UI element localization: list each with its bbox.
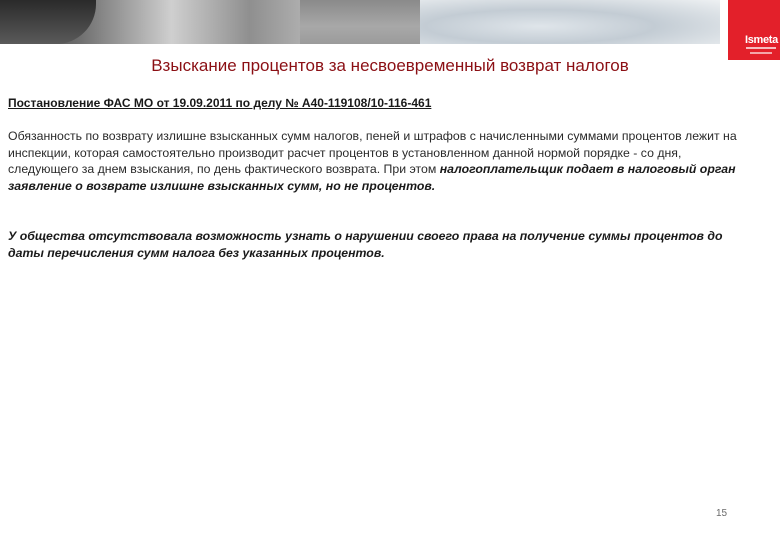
body-paragraph-1: [8, 128, 748, 194]
body-paragraph-2: У общества отсутствовала возможность узнать о нарушении своего права на получение суммы процентов до даты перечисления сумм налога без указанных процентов.: [8, 229, 723, 260]
banner-photo-left: [0, 0, 96, 44]
banner-photo-middle: [300, 0, 440, 44]
header-banner-photo: [0, 0, 780, 44]
slide-title: Взыскание процентов за несвоевременный возврат налогов: [151, 56, 629, 75]
body-paragraph-1-emphasis: налогоплательщик подает в налоговый орган заявление о возврате излишне взысканных сумм, но не процентов.: [8, 162, 736, 193]
page-number: 15: [716, 508, 728, 519]
logo-text: Ismeta: [744, 34, 778, 46]
banner-photo-right: [420, 0, 720, 44]
logo-tagline-line: [750, 52, 772, 54]
company-logo: [728, 0, 780, 60]
ruling-reference: Постановление ФАС МО от 19.09.2011 по делу № А40-119108/10-116-461: [8, 96, 432, 110]
logo-tagline-line: [746, 47, 776, 49]
body-paragraph-1-text: Обязанность по возврату излишне взысканных сумм налогов, пеней и штрафов с начисленными суммами процентов лежит на инспекции, которая самостоятельно производит расчет процентов в установленном данной нормой порядке - со дня, следующего за днем взыскания, по день фактического возврата. При этом: [8, 129, 737, 176]
